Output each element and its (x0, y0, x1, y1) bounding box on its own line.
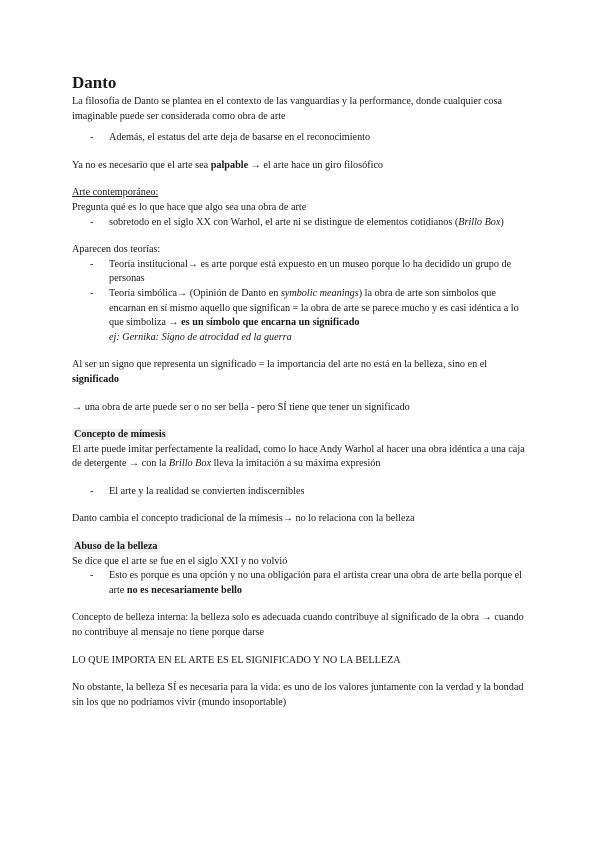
section-heading-contemporaneo: Arte contemporáneo: (72, 187, 159, 199)
bold-term: no es necesariamente bello (126, 584, 242, 596)
text-span: ) la obra de arte son símbolos que encarnan en sí mismo aquello que significan = la obra de arte se parece mucho y es casi idéntica a lo que simboliza → (109, 287, 519, 329)
italic-term: Brillo Box (168, 458, 212, 470)
italic-term: Brillo Box (458, 216, 501, 228)
signo-paragraph (72, 358, 532, 387)
example-text: ej: Gernika: Signo de atrocidad ed la guerra (109, 331, 292, 343)
intro-list (72, 131, 532, 146)
palpable-paragraph (72, 159, 532, 174)
text-span: Al ser un signo que representa un significado = la importancia del arte no está en la belleza, sino en el (72, 359, 488, 371)
text-span: ) (500, 216, 504, 228)
obra-bella-paragraph: → una obra de arte puede ser o no ser bella - pero SÍ tiene que tener un significado (72, 401, 410, 413)
highlighted-heading: Abuso de la belleza (74, 541, 158, 553)
abuso-list (72, 569, 532, 598)
bold-term: significado (72, 373, 119, 385)
text-span: El arte puede imitar perfectamente la realidad, como lo hace Andy Warhol al hacer una obra idéntica a una caja de detergente → con la (72, 443, 525, 470)
list-item (72, 216, 532, 231)
bold-term: palpable (210, 159, 249, 171)
list-item: - Teoría institucional→ es arte porque está expuesto en un museo porque lo ha decidido un grupo de personas (72, 258, 532, 287)
intro-paragraph: La filosofía de Danto se plantea en el contexto de las vanguardias y la performance, donde cualquier cosa imaginable puede ser considerada como obra de arte (72, 96, 502, 122)
contemporaneo-list (72, 216, 532, 231)
list-item (72, 569, 532, 598)
italic-term: symbolic meanings (280, 287, 359, 299)
teorias-list (72, 258, 532, 346)
highlighted-heading: Concepto de mímesis (74, 429, 166, 441)
list-item: - Además, el estatus del arte deja de basarse en el reconocimiento (72, 131, 532, 146)
text-span: Ya no es necesario que el arte sea (72, 159, 211, 171)
teorias-intro: Aparecen dos teorías: (72, 244, 161, 256)
document-page (72, 74, 532, 710)
bold-term: es un símbolo que encarna un significado (181, 317, 360, 329)
list-item: - El arte y la realidad se convierten indiscernibles (72, 485, 532, 500)
list-item (72, 287, 532, 345)
mimesis-after-paragraph: Danto cambia el concepto tradicional de la mímesis→ no lo relaciona con la belleza (72, 513, 415, 525)
section-heading-mimesis (72, 428, 532, 443)
abuso-paragraph: Se dice que el arte se fue en el siglo XXI y no volvió (72, 555, 288, 567)
text-span: sobretodo en el siglo XX con Warhol, el arte ni se distingue de elementos cotidianos ( (109, 216, 459, 228)
final-paragraph: No obstante, la belleza SÍ es necesaria para la vida: es uno de los valores juntamente con la verdad y la bondad sin los que no podríamos vivir (mundo insoportable) (72, 682, 524, 708)
question-paragraph: Pregunta qué es lo que hace que algo sea una obra de arte (72, 201, 307, 213)
text-span: Teoría simbólica→ (Opinión de Danto en (109, 287, 281, 299)
text-span: → el arte hace un giro filosófico (248, 159, 384, 171)
mimesis-paragraph (72, 443, 532, 472)
belleza-interna-paragraph: Concepto de belleza interna: la belleza solo es adecuada cuando contribuye al significado de la obra → cuando no contribuye al mensaje no tiene porque darse (72, 612, 524, 639)
mimesis-list (72, 485, 532, 500)
section-heading-abuso (72, 540, 532, 555)
text-span: lleva la imitación a su máxima expresión (211, 458, 381, 470)
text-span: Esto es porque es una opción y no una obligación para el artista crear una obra de arte bella porque el arte (109, 570, 522, 596)
conclusion-paragraph: LO QUE IMPORTA EN EL ARTE ES EL SIGNIFICADO Y NO LA BELLEZA (72, 654, 401, 666)
page-title: Danto (72, 73, 117, 92)
